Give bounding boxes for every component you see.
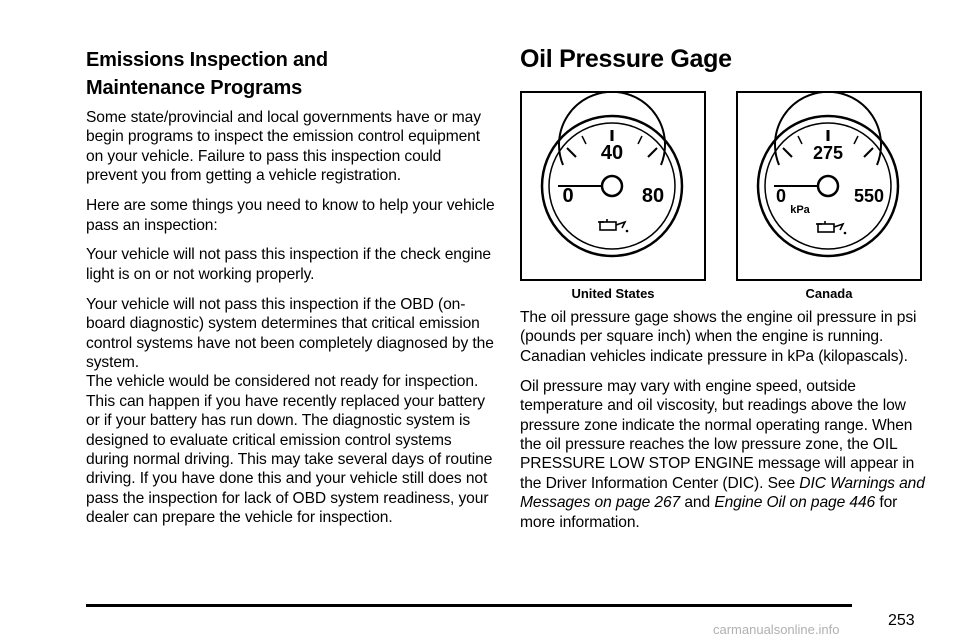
footer-rule xyxy=(86,604,852,607)
gauge-us-mid-label: 40 xyxy=(600,142,624,164)
gauge-us-figure xyxy=(520,91,706,281)
paragraph-emissions-5: The vehicle would be considered not ready for inspection. This can happen if you have recently replaced your battery or if your battery has run down. The diagnostic system is designed to evaluate critical emission control systems during normal driving. This may take several days of routine driving. If you have done this and your vehicle still does not pass the inspection for lack of OBD system readiness, your dealer can prepare the vehicle for inspection. xyxy=(86,373,493,527)
paragraph-emissions-1: Some state/provincial and local governments have or may begin programs to inspect the emission control equipment on your vehicle. Failure to pass this inspection could prevent you from getting a vehicle registration. xyxy=(86,109,481,185)
paragraph-oil-2 xyxy=(520,377,925,532)
paragraph-oil-2-end: for more information. xyxy=(520,494,898,531)
section-title-emissions xyxy=(86,46,496,102)
gauge-us-min-label: 0 xyxy=(562,185,574,207)
page-number: 253 xyxy=(888,612,915,629)
section-title-line1: Emissions Inspection and xyxy=(86,49,328,71)
gauge-us-max-label: 80 xyxy=(641,185,665,207)
link-engine-oil[interactable]: Engine Oil on page 446 xyxy=(714,494,876,512)
gauge-ca-caption: Canada xyxy=(805,286,853,301)
gauge-ca-figure xyxy=(736,91,922,281)
oil-pressure-gauge-canada xyxy=(738,93,920,279)
paragraph-oil-2-text: Oil pressure may vary with engine speed, outside temperature and oil viscosity, but readings above the low pressure zone indicate the normal operating range. When the oil pressure reaches the low pressure zone, the OIL PRESSURE LOW STOP ENGINE message will appear in the Driver Information Center (DIC). See xyxy=(520,377,915,492)
oil-can-icon xyxy=(816,221,846,234)
watermark: carmanualsonline.info xyxy=(713,622,840,637)
paragraph-oil-1: The oil pressure gage shows the engine oil pressure in psi (pounds per square inch) when the engine is running. Canadian vehicles indicate pressure in kPa (kilopascals). xyxy=(520,309,917,365)
paragraph-emissions-3: Your vehicle will not pass this inspection if the check engine light is on or not working properly. xyxy=(86,246,491,283)
gauge-ca-mid-label: 275 xyxy=(812,143,844,163)
gauge-ca-min-label: 0 xyxy=(775,186,787,206)
paragraph-oil-2-and: and xyxy=(684,494,711,512)
gauge-figures xyxy=(520,86,925,308)
left-column xyxy=(86,40,496,538)
paragraph-emissions-4: Your vehicle will not pass this inspection if the OBD (on-board diagnostic) system determines that critical emission control systems have not been completely diagnosed by the system. xyxy=(86,295,494,371)
link-dic-warnings[interactable]: DIC Warnings and Messages on page 267 xyxy=(520,474,925,512)
gauge-us-caption: United States xyxy=(571,286,655,301)
gauge-ca-unit-label: kPa xyxy=(790,204,810,216)
oil-pressure-gauge-us xyxy=(522,93,704,279)
gauge-ca-max-label: 550 xyxy=(853,186,885,206)
right-column xyxy=(520,40,925,542)
paragraph-emissions-2: Here are some things you need to know to help your vehicle pass an inspection: xyxy=(86,197,495,234)
section-title-line2: Maintenance Programs xyxy=(86,77,303,99)
section-title-oil-pressure: Oil Pressure Gage xyxy=(520,45,732,73)
oil-can-icon xyxy=(598,219,628,232)
